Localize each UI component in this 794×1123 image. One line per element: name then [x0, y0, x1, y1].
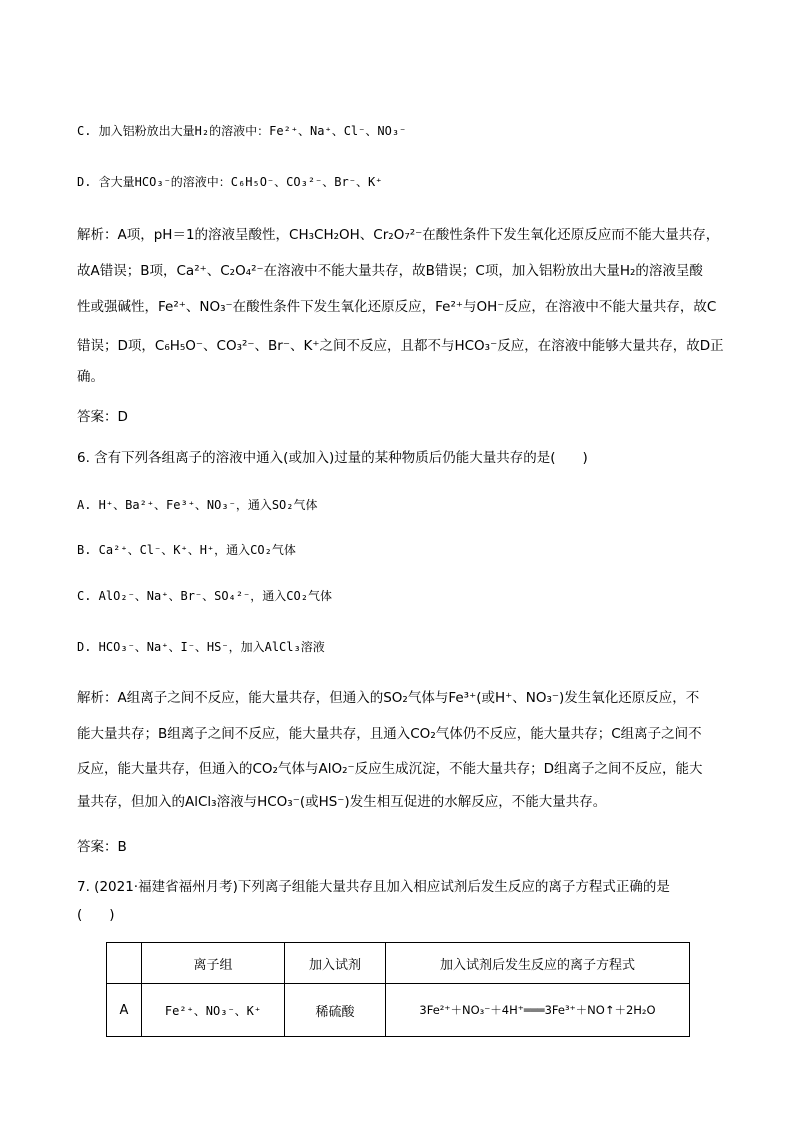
- table-row: [107, 984, 690, 1037]
- table-header-row: [107, 943, 690, 984]
- q6-stem: 6. 含有下列各组离子的溶液中通入(或加入)过量的某种物质后仍能大量共存的是( ): [77, 450, 588, 466]
- q6-analysis-line: 解析：A组离子之间不反应，能大量共存，但通入的SO₂气体与Fe³⁺(或H⁺、NO₃⁻)发生氧化还原反应，不: [77, 690, 700, 706]
- q5-option-d: D. 含大量HCO₃⁻的溶液中：C₆H₅O⁻、CO₃²⁻、Br⁻、K⁺: [77, 175, 383, 189]
- table-cell: Fe²⁺、NO₃⁻、K⁺: [142, 984, 285, 1037]
- table-cell: A: [107, 984, 142, 1037]
- table-header-cell: [107, 943, 142, 984]
- q5-analysis-line: 错误；D项，C₆H₅O⁻、CO₃²⁻、Br⁻、K⁺之间不反应，且都不与HCO₃⁻反应，在溶液中能够大量共存，故D正: [77, 338, 724, 354]
- q6-analysis-line: 量共存，但加入的AlCl₃溶液与HCO₃⁻(或HS⁻)发生相互促进的水解反应，不能大量共存。: [77, 794, 607, 810]
- q5-option-c: C. 加入铝粉放出大量H₂的溶液中：Fe²⁺、Na⁺、Cl⁻、NO₃⁻: [77, 124, 407, 138]
- table-cell: 3Fe²⁺＋NO₃⁻＋4H⁺═══3Fe³⁺＋NO↑＋2H₂O: [386, 984, 690, 1037]
- table-header-cell: 加入试剂: [285, 943, 386, 984]
- q6-analysis-line: 能大量共存；B组离子之间不反应，能大量共存，且通入CO₂气体仍不反应，能大量共存；C组离子之间不: [77, 726, 702, 742]
- q5-answer: 答案：D: [77, 409, 128, 425]
- q6-answer: 答案：B: [77, 839, 127, 855]
- q5-analysis-line: 解析：A项，pH＝1的溶液呈酸性，CH₃CH₂OH、Cr₂O₇²⁻在酸性条件下发生氧化还原反应而不能大量共存，: [77, 227, 720, 243]
- table-header-cell: 离子组: [142, 943, 285, 984]
- q7-stem-bracket: ( ): [77, 907, 115, 923]
- q6-option-b: B. Ca²⁺、Cl⁻、K⁺、H⁺，通入CO₂气体: [77, 543, 296, 557]
- q6-option-c: C. AlO₂⁻、Na⁺、Br⁻、SO₄²⁻，通入CO₂气体: [77, 589, 332, 603]
- q6-option-a: A. H⁺、Ba²⁺、Fe³⁺、NO₃⁻，通入SO₂气体: [77, 498, 318, 512]
- q6-option-d: D. HCO₃⁻、Na⁺、I⁻、HS⁻，加入AlCl₃溶液: [77, 640, 325, 654]
- q7-table: [106, 942, 690, 1037]
- table-cell: 稀硫酸: [285, 984, 386, 1037]
- q5-analysis-line: 确。: [77, 369, 104, 385]
- q5-analysis-line: 故A错误；B项，Ca²⁺、C₂O₄²⁻在溶液中不能大量共存，故B错误；C项，加入铝粉放出大量H₂的溶液呈酸: [77, 263, 703, 279]
- table-header-cell: 加入试剂后发生反应的离子方程式: [386, 943, 690, 984]
- q6-analysis-line: 反应，能大量共存，但通入的CO₂气体与AlO₂⁻反应生成沉淀，不能大量共存；D组离子之间不反应，能大: [77, 761, 703, 777]
- q5-analysis-line: 性或强碱性，Fe²⁺、NO₃⁻在酸性条件下发生氧化还原反应，Fe²⁺与OH⁻反应，在溶液中不能大量共存，故C: [77, 299, 717, 315]
- q7-stem: 7. (2021·福建省福州月考)下列离子组能大量共存且加入相应试剂后发生反应的离子方程式正确的是: [77, 879, 670, 895]
